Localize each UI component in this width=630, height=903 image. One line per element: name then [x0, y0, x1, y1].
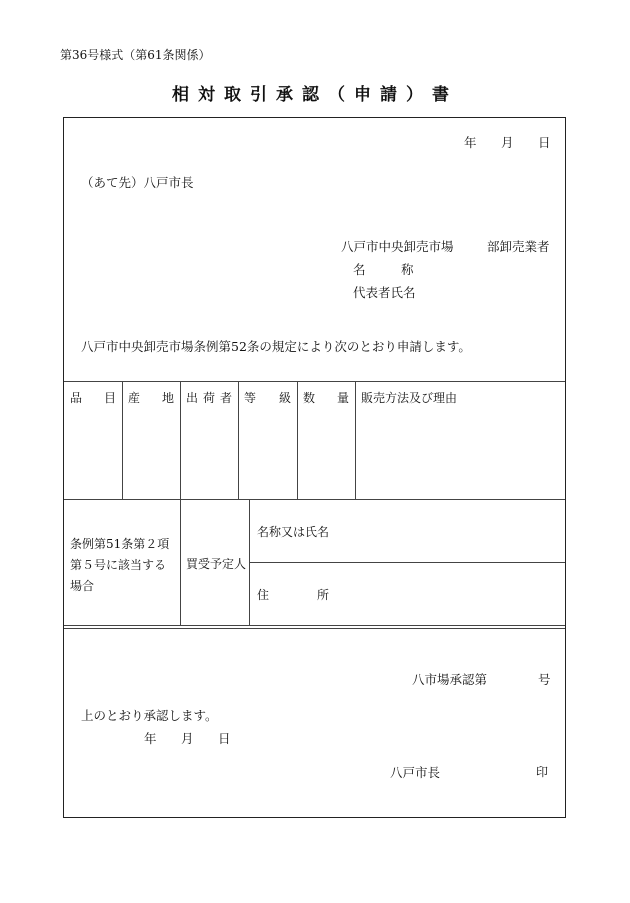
form-frame: [63, 117, 566, 818]
buyer-section-divider: [180, 499, 181, 625]
application-date-year: 年: [464, 135, 477, 150]
column-header-item: 品 目: [70, 391, 116, 405]
application-statement: 八戸市中央卸売市場条例第52条の規定により次のとおり申請します。: [81, 339, 471, 354]
goods-table-divider: [297, 381, 298, 499]
column-header-shipper: 出 荷 者: [186, 391, 232, 405]
representative-label: 代表者氏名: [353, 285, 416, 300]
approval-statement: 上のとおり承認します。: [81, 708, 218, 723]
buyer-label: 買受予定人: [186, 557, 247, 571]
approval-number-suffix: 号: [538, 672, 551, 687]
approval-number-prefix: 八市場承認第: [412, 672, 488, 687]
column-header-origin: 産 地: [128, 391, 174, 405]
approval-date-month: 月: [181, 731, 194, 746]
document-title: 相対取引承認（申請）書: [172, 85, 458, 105]
application-date-month: 月: [501, 135, 514, 150]
goods-table-divider: [355, 381, 356, 499]
approval-divider-lower: [64, 628, 565, 629]
approval-date-year: 年: [144, 731, 157, 746]
column-header-sales-method: 販売方法及び理由: [361, 391, 458, 405]
addressee: （あて先）八戸市長: [81, 175, 194, 190]
market-name: 八戸市中央卸売市場: [341, 239, 454, 254]
goods-table-divider: [180, 381, 181, 499]
buyer-address-label: 住 所: [257, 588, 329, 602]
form-number-label: 第36号様式（第61条関係）: [60, 48, 211, 62]
application-date-day: 日: [538, 135, 551, 150]
goods-table-divider: [122, 381, 123, 499]
approval-mayor: 八戸市長: [390, 765, 441, 780]
name-label-first: 名: [353, 262, 366, 277]
goods-table-divider: [238, 381, 239, 499]
buyer-name-address-rule: [249, 562, 565, 563]
seal-mark: 印: [536, 765, 549, 779]
approval-date-day: 日: [218, 731, 231, 746]
buyer-section-top-rule: [64, 499, 565, 500]
goods-table-top-rule: [64, 381, 565, 382]
approval-divider-upper: [64, 625, 565, 626]
column-header-grade: 等 級: [244, 391, 291, 405]
column-header-quantity: 数 量: [303, 391, 349, 405]
condition-text: 条例第51条第２項 第５号に該当する 場合: [70, 537, 170, 593]
buyer-name-label: 名称又は氏名: [257, 525, 330, 539]
wholesaler-role: 部卸売業者: [487, 239, 550, 254]
name-label-second: 称: [401, 262, 414, 277]
